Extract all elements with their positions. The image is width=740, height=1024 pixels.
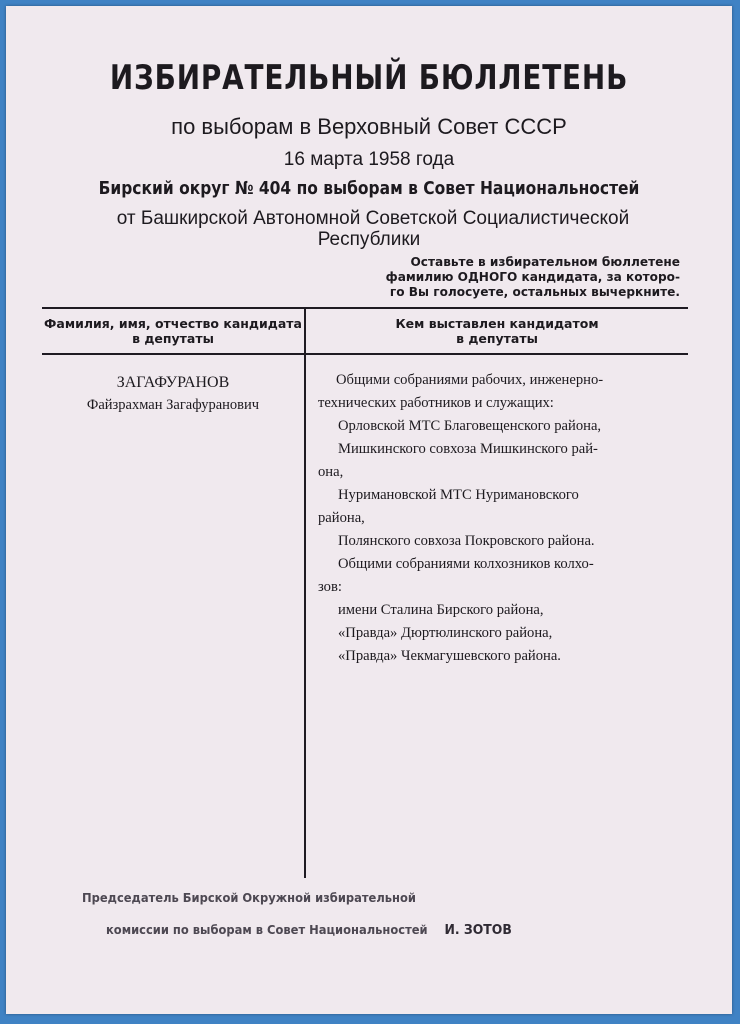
ballot-title: ИЗБИРАТЕЛЬНЫЙ БЮЛЛЕТЕНЬ [109,58,629,98]
nomination-line: района, [318,510,365,526]
nomination-line: технических работников и служащих: [318,395,554,411]
instruction-line: фамилию ОДНОГО кандидата, за которо- [385,269,680,284]
ballot-subtitle: по выборам в Верховный Совет СССР [171,114,567,139]
candidate-given-name: Файзрахман Загафуранович [86,397,260,413]
signatory-name: И. ЗОТОВ [444,922,512,938]
republic-line-1: от Башкирской Автономной Советской Социалистической [116,208,630,229]
nomination-line: зов: [318,579,342,595]
table-column-divider [304,307,306,878]
nomination-line: Мишкинского совхоза Мишкинского рай- [338,441,598,457]
instruction-line: Оставьте в избирательном бюллетене [410,254,680,269]
commission-chair-line: Председатель Бирской Окружной избирательной [82,890,416,905]
instruction-line: го Вы голосуете, остальных вычеркните. [389,284,680,299]
column-header-line: Фамилия, имя, отчество кандидата [44,316,302,331]
commission-name: комиссии по выборам в Совет Национальностей [106,922,428,937]
column-header-line: в депутаты [456,331,538,346]
nomination-line: имени Сталина Бирского района, [338,602,544,618]
candidate-surname: ЗАГАФУРАНОВ [116,374,230,391]
column-header-line: Кем выставлен кандидатом [395,316,599,331]
nomination-line: «Правда» Чекмагушевского района. [338,648,561,664]
republic-line-2: Республики [317,229,421,250]
nomination-line: она, [318,464,344,480]
column-header-candidate [42,316,304,346]
nomination-line: Нуримановской МТС Нуримановского [338,487,579,503]
column-header-nominated-by [306,316,688,346]
table-header-rule [42,353,688,355]
nomination-line: Орловской МТС Благовещенского района, [338,418,602,434]
electoral-district: Бирский округ № 404 по выборам в Совет Национальностей [98,178,640,199]
election-date: 16 марта 1958 года [283,149,455,170]
ballot-sheet [6,6,732,1014]
table-top-rule [42,307,688,309]
nomination-line: Полянского совхоза Покровского района. [338,533,595,549]
nomination-line: Общими собраниями рабочих, инженерно- [336,372,604,388]
voting-instruction [370,254,680,299]
column-header-line: в депутаты [132,331,214,346]
nomination-line: Общими собраниями колхозников колхо- [338,556,594,572]
commission-chair-line [106,922,512,938]
nomination-line: «Правда» Дюртюлинского района, [338,625,553,641]
